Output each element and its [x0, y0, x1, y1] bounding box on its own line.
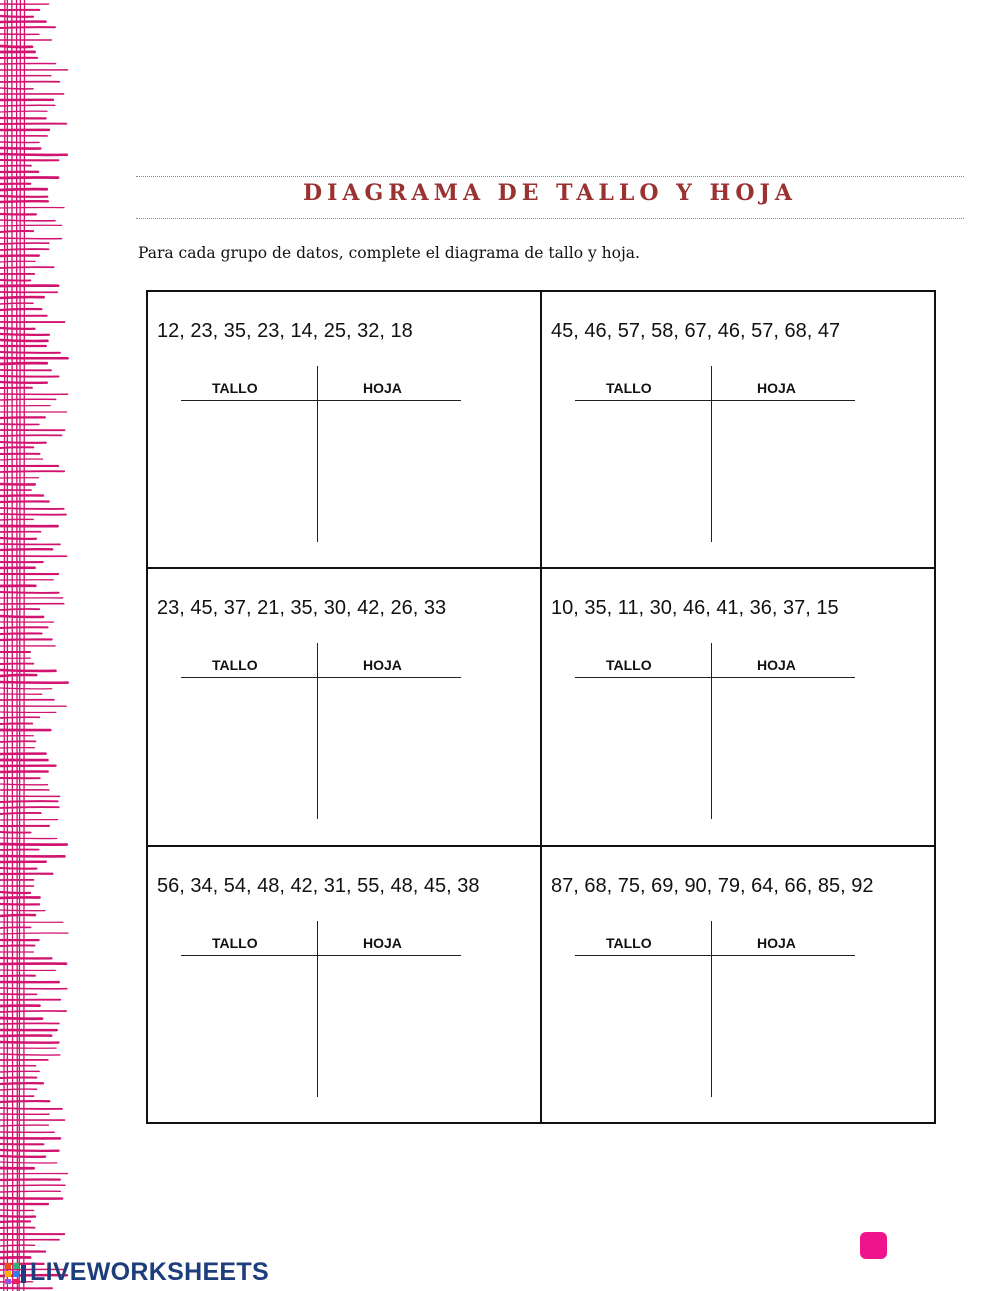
- decorative-stripe: [0, 592, 59, 593]
- exercise-cell[interactable]: [147, 568, 541, 845]
- diagram-vertical-line: [711, 921, 712, 1097]
- decorative-stripe: [0, 459, 43, 460]
- decorative-stripe: [0, 801, 58, 802]
- decorative-stripe: [0, 1191, 60, 1192]
- decorative-stripe: [0, 220, 55, 221]
- liveworksheets-logo-icon: [4, 1261, 28, 1285]
- title-bottom-rule: [136, 218, 964, 219]
- decorative-stripe: [0, 1173, 67, 1174]
- decorative-stripe: [0, 142, 39, 143]
- diagram-vertical-line: [317, 643, 318, 819]
- exercise-cell[interactable]: [541, 568, 935, 845]
- diagram-horizontal-line: [181, 677, 461, 678]
- diagram-vertical-line: [711, 366, 712, 542]
- instruction-text: Para cada grupo de datos, complete el diagrama de tallo y hoja.: [138, 244, 640, 262]
- decorative-stripe: [0, 1042, 59, 1043]
- decorative-stripe: [0, 105, 55, 106]
- stem-label: TALLO: [212, 657, 258, 674]
- decorative-stripe: [0, 508, 64, 509]
- decorative-stripe: [0, 238, 62, 239]
- pink-square-button[interactable]: [860, 1232, 887, 1259]
- decorative-stripe: [0, 495, 43, 496]
- decorative-stripe: [0, 616, 43, 617]
- diagram-vertical-line: [711, 643, 712, 819]
- dataset-values: 56, 34, 54, 48, 42, 31, 55, 48, 45, 38: [157, 874, 480, 897]
- diagram-vertical-line: [317, 366, 318, 542]
- title-top-rule: [136, 176, 964, 177]
- decorative-stripe: [0, 741, 35, 742]
- decorative-stripe: [0, 309, 42, 310]
- leaf-label: HOJA: [757, 934, 796, 951]
- diagram-horizontal-line: [181, 400, 461, 401]
- exercise-cell[interactable]: [541, 291, 935, 568]
- decorative-stripe: [0, 633, 42, 634]
- exercise-cell[interactable]: [147, 291, 541, 568]
- decorative-stripes: [0, 0, 80, 1291]
- decorative-stripe: [0, 1185, 65, 1186]
- decorative-stripe: [0, 207, 64, 208]
- stem-label: TALLO: [212, 380, 258, 396]
- decorative-stripe: [0, 675, 36, 676]
- leaf-label: HOJA: [757, 657, 796, 674]
- leaf-label: HOJA: [363, 934, 402, 951]
- decorative-stripe: [0, 1083, 43, 1084]
- decorative-stripe: [0, 1162, 57, 1163]
- dataset-values: 23, 45, 37, 21, 35, 30, 42, 26, 33: [157, 597, 447, 620]
- decorative-stripe: [0, 538, 36, 539]
- decorative-stripe: [0, 297, 44, 298]
- decorative-stripe: [4, 0, 5, 1291]
- dataset-values: 45, 46, 57, 58, 67, 46, 57, 68, 47: [551, 320, 841, 342]
- diagram-horizontal-line: [181, 955, 461, 956]
- stem-label: TALLO: [606, 934, 652, 951]
- decorative-stripe: [24, 0, 25, 1291]
- decorative-stripe: [0, 988, 67, 989]
- page-title: DIAGRAMA DE TALLO Y HOJA: [303, 180, 797, 206]
- leaf-label: HOJA: [363, 657, 402, 674]
- decorative-stripe: [17, 0, 18, 1291]
- decorative-stripe: [0, 417, 45, 418]
- decorative-stripe: [0, 933, 68, 934]
- decorative-stripe: [0, 868, 36, 869]
- decorative-stripe: [0, 352, 60, 353]
- decorative-stripe: [0, 267, 54, 268]
- decorative-stripe: [0, 813, 41, 814]
- diagram-horizontal-line: [575, 955, 855, 956]
- decorative-stripe: [0, 838, 57, 839]
- decorative-stripe: [0, 1023, 59, 1024]
- brand-text: LIVEWORKSHEETS: [30, 1258, 269, 1286]
- decorative-stripe: [0, 514, 66, 515]
- exercise-cell[interactable]: [147, 846, 541, 1123]
- decorative-stripe: [0, 1018, 42, 1019]
- dataset-values: 12, 23, 35, 23, 14, 25, 32, 18: [157, 320, 413, 342]
- leaf-label: HOJA: [757, 380, 796, 396]
- decorative-stripe: [0, 435, 62, 436]
- decorative-stripe: [0, 682, 68, 683]
- dataset-values: 10, 35, 11, 30, 46, 41, 36, 37, 15: [551, 597, 839, 620]
- decorative-stripe: [0, 27, 55, 28]
- decorative-stripe: [0, 807, 59, 808]
- decorative-stripe: [12, 0, 13, 1291]
- dataset-values: 87, 68, 75, 69, 90, 79, 64, 66, 85, 92: [551, 874, 874, 897]
- decorative-stripe: [0, 154, 67, 155]
- exercise-grid: [146, 290, 936, 1124]
- decorative-stripe: [0, 1108, 62, 1109]
- stem-label: TALLO: [212, 934, 258, 951]
- decorative-stripe: [0, 1150, 59, 1151]
- decorative-stripe: [0, 471, 64, 472]
- decorative-stripe: [0, 399, 56, 400]
- decorative-stripe: [0, 670, 55, 671]
- decorative-stripe: [0, 1089, 37, 1090]
- diagram-horizontal-line: [575, 400, 855, 401]
- decorative-stripe: [0, 1198, 62, 1199]
- stem-label: TALLO: [606, 380, 652, 396]
- decorative-stripe: [0, 1011, 66, 1012]
- diagram-horizontal-line: [575, 677, 855, 678]
- leaf-label: HOJA: [363, 380, 402, 396]
- decorative-stripe: [0, 1054, 60, 1055]
- stem-label: TALLO: [606, 657, 652, 674]
- diagram-vertical-line: [317, 921, 318, 1097]
- exercise-cell[interactable]: [541, 846, 935, 1123]
- decorative-stripe: [0, 225, 62, 226]
- decorative-stripe: [0, 844, 67, 845]
- liveworksheets-logo[interactable]: [4, 1258, 269, 1287]
- decorative-stripe: [0, 376, 59, 377]
- decorative-stripe: [19, 0, 20, 1291]
